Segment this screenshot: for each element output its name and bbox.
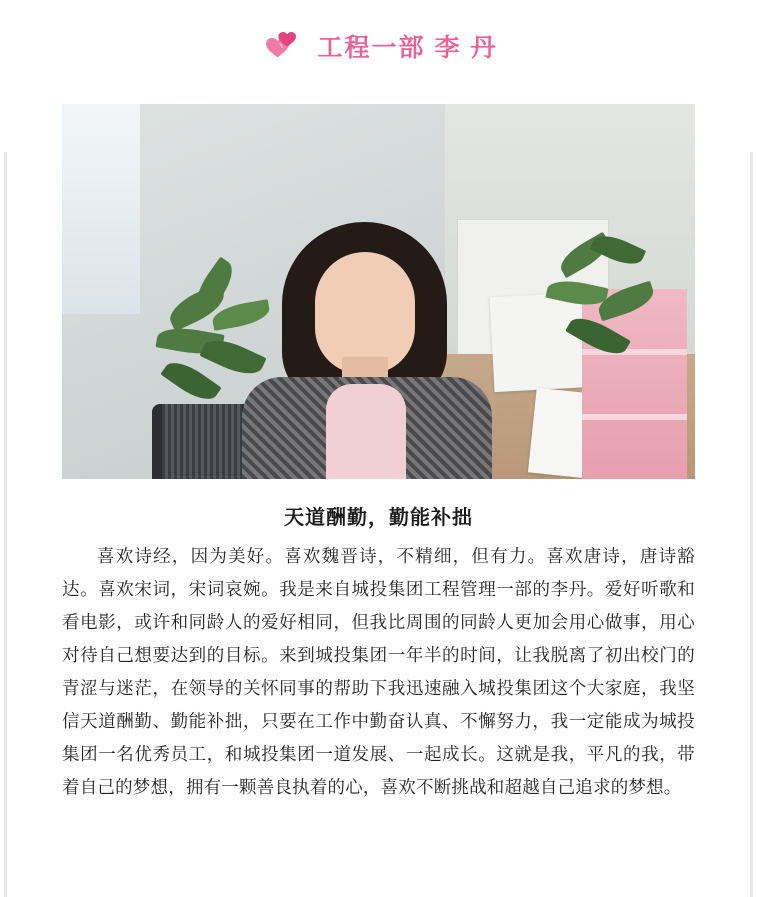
- photo-plant-right: [547, 234, 667, 369]
- photo-window: [62, 104, 140, 314]
- double-heart-icon: [260, 24, 304, 68]
- article-quote: 天道酬勤，勤能补拙: [284, 507, 473, 529]
- page-title: 工程一部 李 丹: [317, 34, 498, 62]
- photo-shirt: [326, 384, 406, 479]
- photo-composition: [62, 104, 695, 479]
- photo-person: [230, 222, 500, 479]
- page-header: [0, 0, 757, 92]
- article-body: 喜欢诗经，因为美好。喜欢魏晋诗，不精细，但有力。喜欢唐诗，唐诗豁达。喜欢宋词，宋词哀婉。我是来自城投集团工程管理一部的李丹。爱好听歌和看电影，或许和同龄人的爱好相同，但我比周围的同龄人更加会用心做事，用心对待自己想要达到的目标。来到城投集团一年半的时间，让我脱离了初出校门的青涩与迷茫，在领导的关怀同事的帮助下我迅速融入城投集团这个大家庭，我坚信天道酬勤、勤能补拙，只要在工作中勤奋认真、不懈努力，我一定能成为城投集团一名优秀员工，和城投集团一道发展、一起成长。这就是我，平凡的我，带着自己的梦想，拥有一颗善良执着的心，喜欢不断挑战和超越自己追求的梦想。: [62, 546, 695, 797]
- portrait-photo: [62, 104, 695, 479]
- photo-shelf-line: [582, 414, 687, 420]
- content-frame: [0, 104, 757, 826]
- photo-face: [315, 252, 415, 374]
